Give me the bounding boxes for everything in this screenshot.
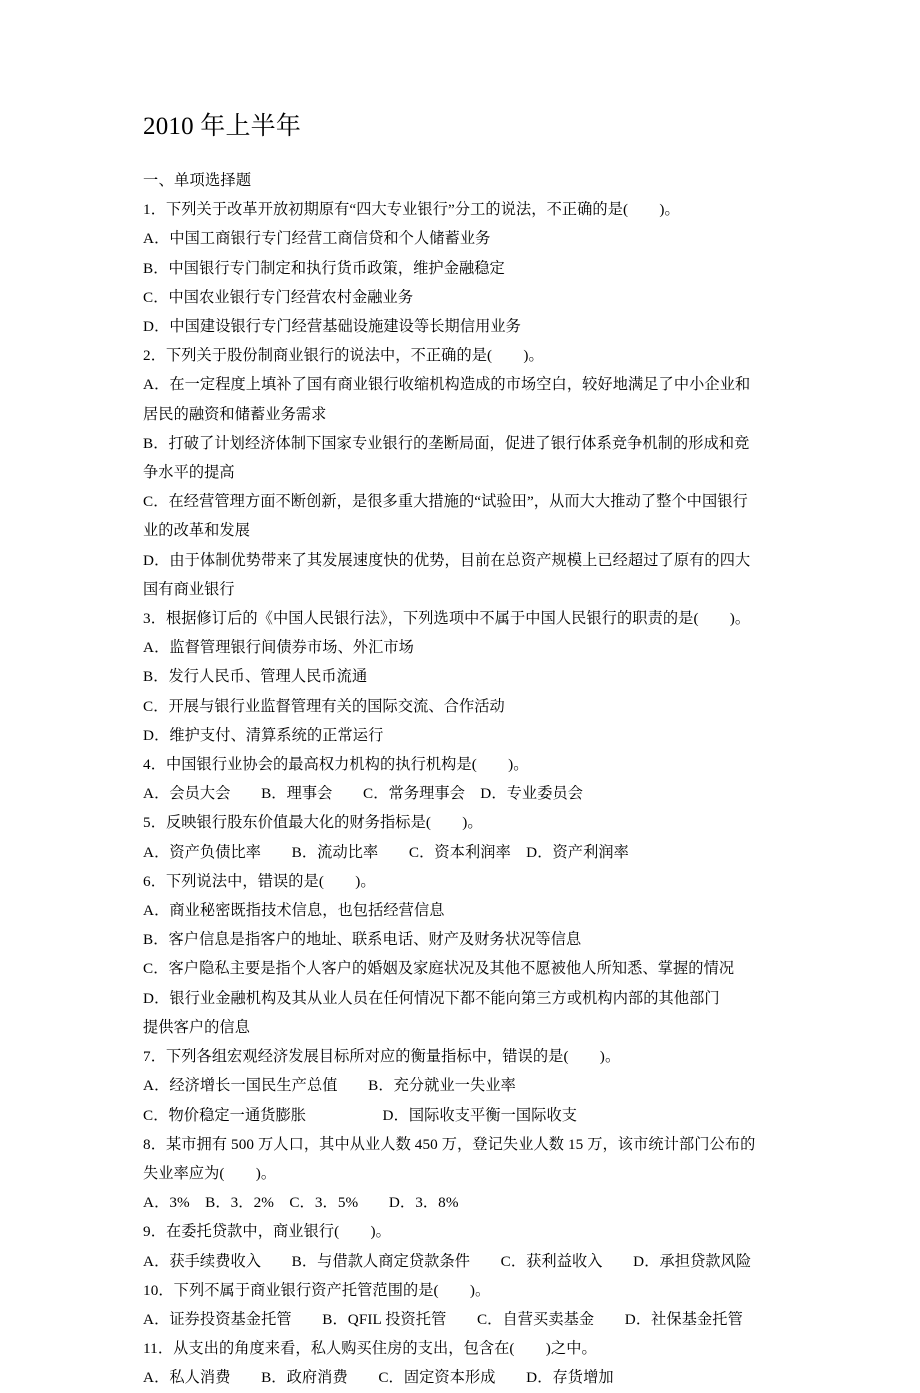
option-line: C．客户隐私主要是指个人客户的婚姻及家庭状况及其他不愿被他人所知悉、掌握的情况 xyxy=(143,960,735,978)
question-line: 6．下列说法中，错误的是( )。 xyxy=(143,872,376,890)
option-line: A．经济增长一国民生产总值 B．充分就业一失业率 xyxy=(143,1077,516,1095)
question-line: 10．下列不属于商业银行资产托管范围的是( )。 xyxy=(143,1281,491,1299)
section-heading: 一、单项选择题 xyxy=(143,172,252,189)
question-line: 5．反映银行股东价值最大化的财务指标是( )。 xyxy=(143,814,483,832)
option-line: D．中国建设银行专门经营基础设施建设等长期信用业务 xyxy=(143,318,521,336)
option-line: C．中国农业银行专门经营农村金融业务 xyxy=(143,288,414,306)
page-title: 2010 年上半年 xyxy=(143,113,302,140)
question-line: 11．从支出的角度来看，私人购买住房的支出，包含在( )之中。 xyxy=(143,1340,597,1358)
question-line: 7．下列各组宏观经济发展目标所对应的衡量指标中，错误的是( )。 xyxy=(143,1048,621,1066)
option-line: A．中国工商银行专门经营工商信贷和个人储蓄业务 xyxy=(143,230,491,248)
option-line: A．监督管理银行间债券市场、外汇市场 xyxy=(143,639,414,657)
question-line: 9．在委托贷款中，商业银行( )。 xyxy=(143,1223,391,1241)
question-line: 4．中国银行业协会的最高权力机构的执行机构是( )。 xyxy=(143,756,529,774)
option-line: A．在一定程度上填补了国有商业银行收缩机构造成的市场空白，较好地满足了中小企业和 xyxy=(143,376,751,394)
option-line: 失业率应为( )。 xyxy=(143,1164,277,1182)
option-line: A．3% B．3．2% C．3．5% D．3．8% xyxy=(143,1194,459,1212)
option-line: A．获手续费收入 B．与借款人商定贷款条件 C．获利益收入 D．承担贷款风险 xyxy=(143,1252,752,1270)
option-line: A．商业秘密既指技术信息，也包括经营信息 xyxy=(143,902,445,920)
question-line: 8．某市拥有 500 万人口，其中从业人数 450 万，登记失业人数 15 万，该市统计部门公布的 xyxy=(143,1135,756,1153)
question-body xyxy=(143,166,795,1393)
option-line: C．在经营管理方面不断创新，是很多重大措施的“试验田”，从而大大推动了整个中国银行 xyxy=(143,493,748,511)
option-line: 业的改革和发展 xyxy=(143,522,251,540)
option-line: 争水平的提高 xyxy=(143,464,235,482)
option-line: A．私人消费 B．政府消费 C．固定资本形成 D．存货增加 xyxy=(143,1369,614,1387)
option-line: 居民的融资和储蓄业务需求 xyxy=(143,405,327,423)
option-line: A．会员大会 B．理事会 C．常务理事会 D．专业委员会 xyxy=(143,785,584,803)
option-line: D．维护支付、清算系统的正常运行 xyxy=(143,726,384,744)
question-line: 1．下列关于改革开放初期原有“四大专业银行”分工的说法，不正确的是( )。 xyxy=(143,201,680,219)
option-line: A．证券投资基金托管 B．QFIL 投资托管 C．自营买卖基金 D．社保基金托管 xyxy=(143,1310,743,1328)
option-line: B．客户信息是指客户的地址、联系电话、财产及财务状况等信息 xyxy=(143,931,582,949)
document-content xyxy=(143,110,795,1393)
option-line: D．由于体制优势带来了其发展速度快的优势，目前在总资产规模上已经超过了原有的四大 xyxy=(143,551,751,569)
option-line: A．资产负债比率 B．流动比率 C．资本利润率 D．资产利润率 xyxy=(143,843,629,861)
option-line: C．开展与银行业监督管理有关的国际交流、合作活动 xyxy=(143,697,505,715)
question-line: 3．根据修订后的《中国人民银行法》，下列选项中不属于中国人民银行的职责的是( )。 xyxy=(143,610,751,628)
option-line: B．发行人民币、管理人民币流通 xyxy=(143,668,368,686)
option-line: C．物价稳定一通货膨胀 D．国际收支平衡一国际收支 xyxy=(143,1106,578,1124)
option-line: B．打破了计划经济体制下国家专业银行的垄断局面，促进了银行体系竞争机制的形成和竞 xyxy=(143,434,750,452)
option-line: B．中国银行专门制定和执行货币政策，维护金融稳定 xyxy=(143,259,505,277)
question-line: 2．下列关于股份制商业银行的说法中，不正确的是( )。 xyxy=(143,347,544,365)
option-line: D．银行业金融机构及其从业人员在任何情况下都不能向第三方或机构内部的其他部门 xyxy=(143,989,720,1007)
option-line: 国有商业银行 xyxy=(143,580,235,598)
option-line: 提供客户的信息 xyxy=(143,1018,251,1036)
